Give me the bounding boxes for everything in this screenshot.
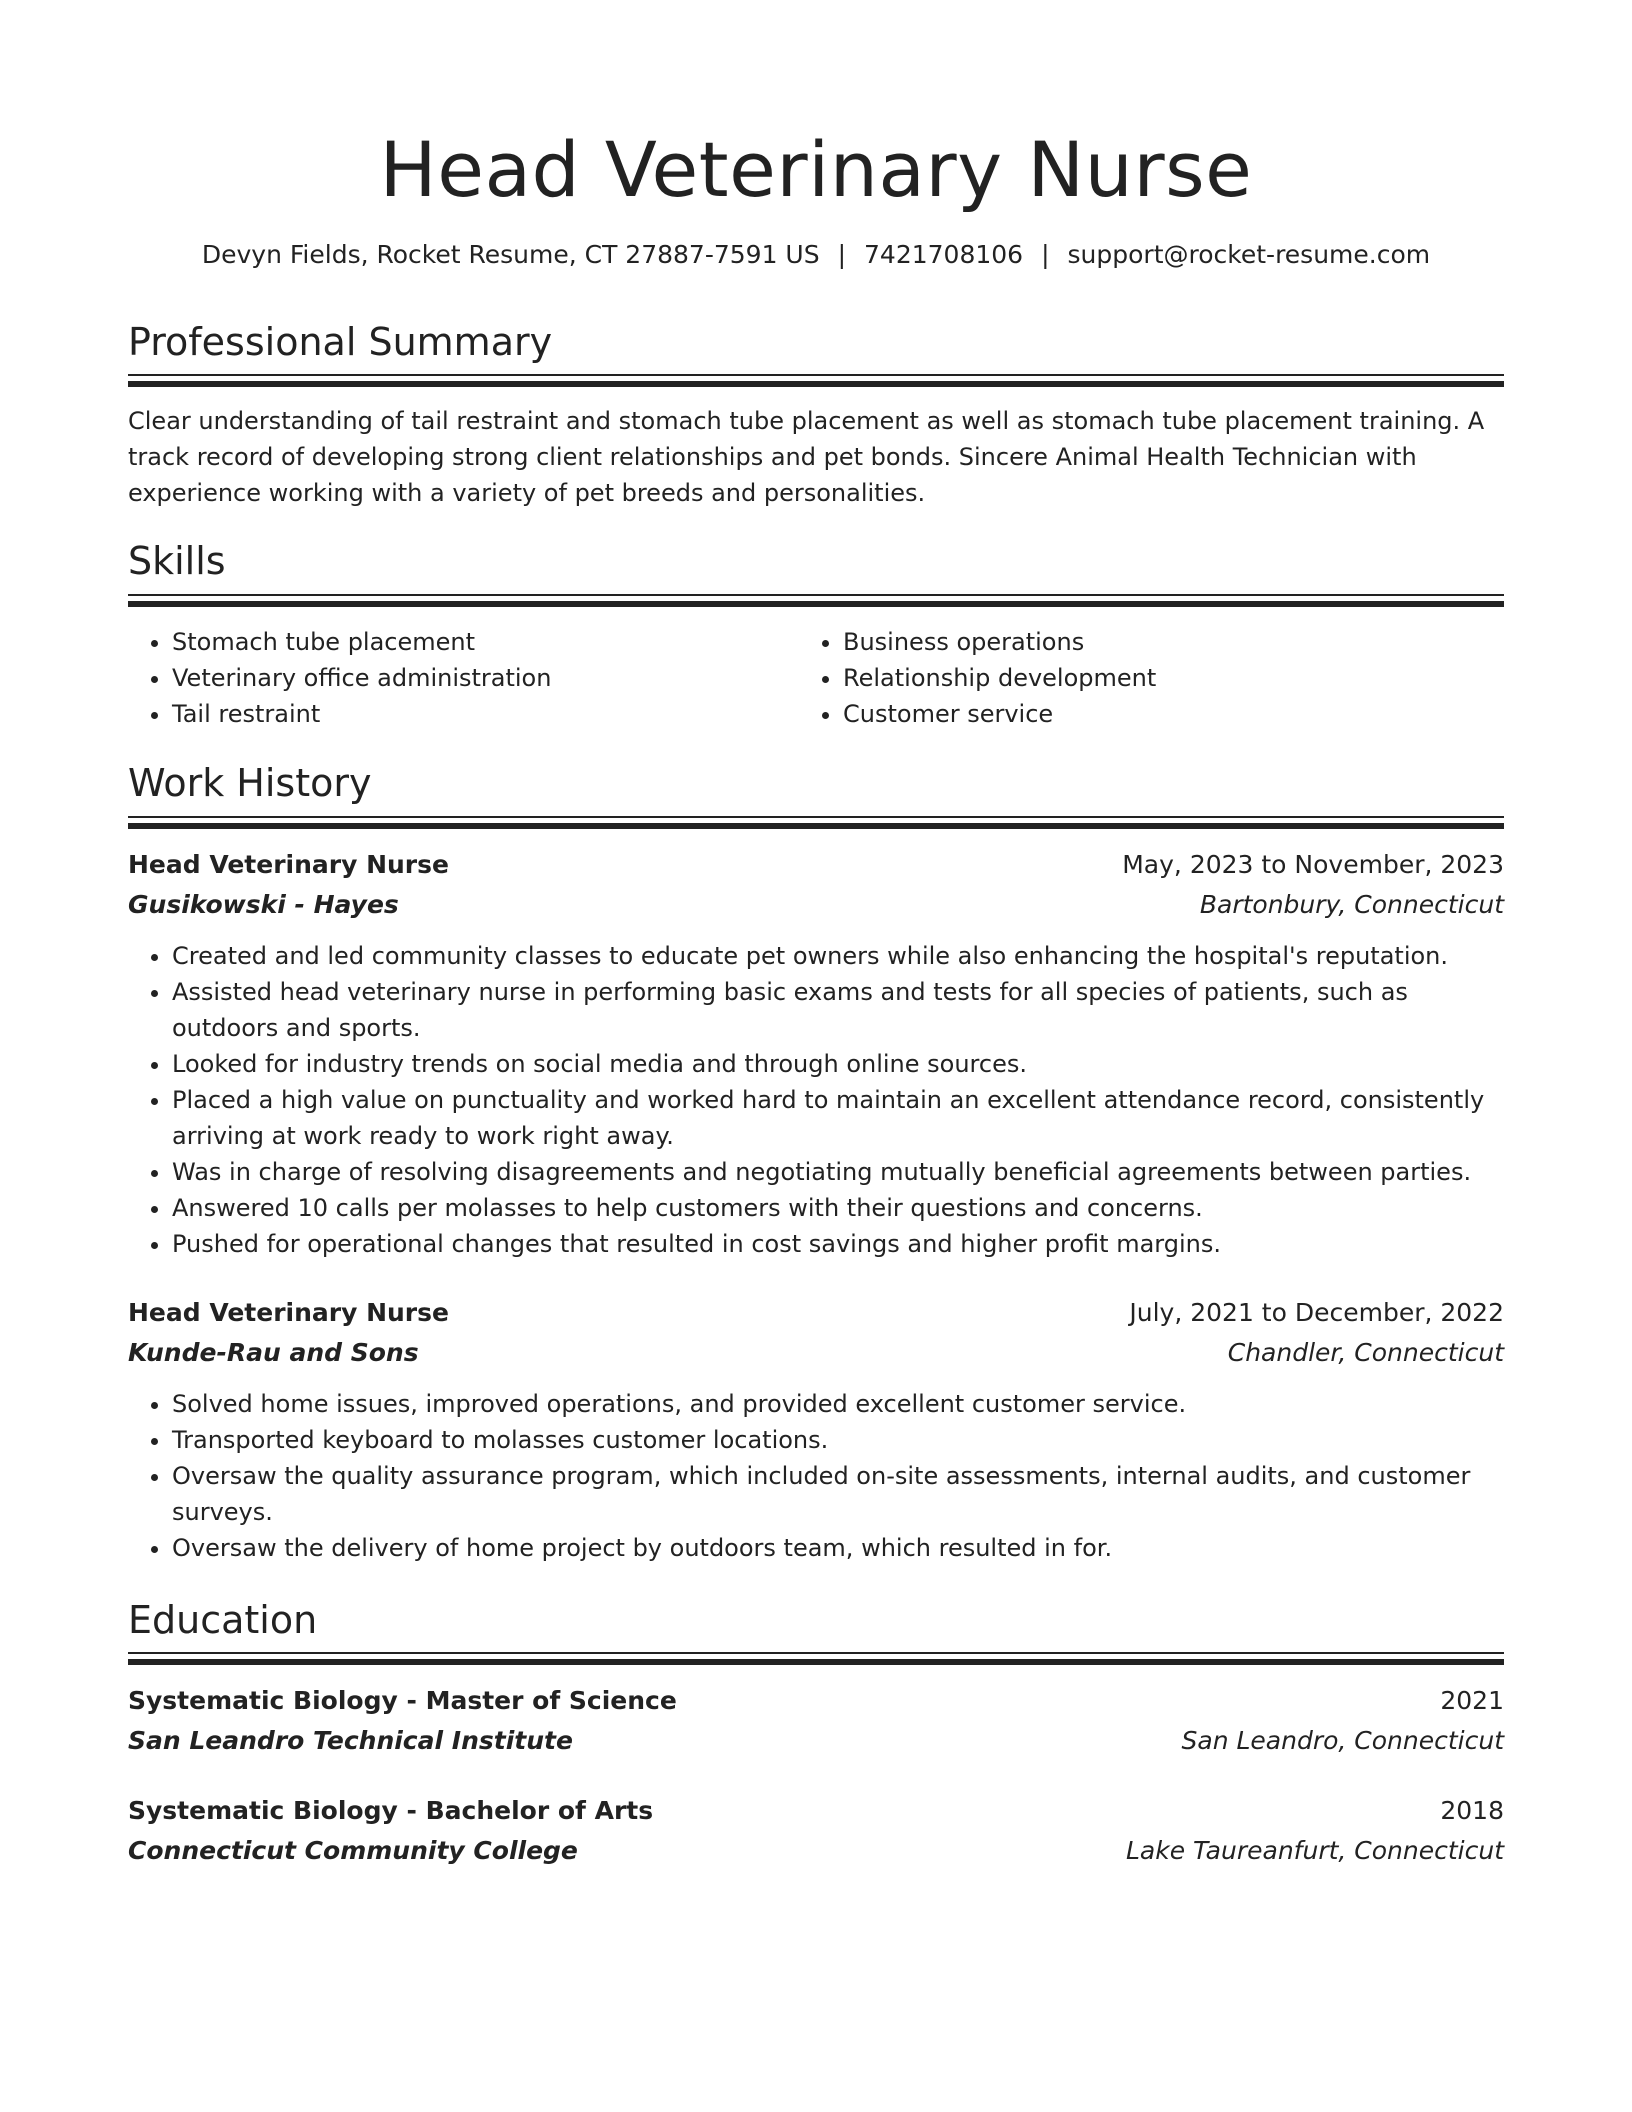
education-subheader <box>128 1722 1504 1760</box>
job-duty: • Created and led community classes to educate pet owners while also enhancing the hospital's reputation. <box>172 938 1504 974</box>
job-duty: • Placed a high value on punctuality and worked hard to maintain an excellent attendance record, consistently arriving at work ready to work right away. <box>172 1082 1504 1154</box>
education-location: Lake Taureanfurt, Connecticut <box>1125 1836 1504 1865</box>
education-year: 2021 <box>1440 1686 1504 1715</box>
job-subheader <box>128 1334 1504 1372</box>
education-header <box>128 1792 1504 1830</box>
job-title: Head Veterinary Nurse <box>128 1298 449 1327</box>
job-header <box>128 1294 1504 1332</box>
job-subheader <box>128 886 1504 924</box>
job-duty: • Assisted head veterinary nurse in performing basic exams and tests for all species of patients, such as outdoors and sports. <box>172 974 1504 1046</box>
job-location: Chandler, Connecticut <box>1227 1338 1504 1367</box>
section-divider <box>128 1652 1504 1666</box>
job-company: Gusikowski - Hayes <box>128 890 399 919</box>
section-divider <box>128 374 1504 388</box>
job-duty: • Transported keyboard to molasses customer locations. <box>172 1422 1504 1458</box>
skill-item: • Tail restraint <box>172 696 792 732</box>
education-header <box>128 1682 1504 1720</box>
education-degree: Systematic Biology - Master of Science <box>128 1686 677 1715</box>
skill-item: • Business operations <box>843 624 1503 660</box>
education-school: Connecticut Community College <box>128 1836 578 1865</box>
education-school: San Leandro Technical Institute <box>128 1726 573 1755</box>
skill-item: • Stomach tube placement <box>172 624 792 660</box>
skills-list-left <box>128 624 792 732</box>
skill-item: • Relationship development <box>843 660 1503 696</box>
job-dates: May, 2023 to November, 2023 <box>1122 850 1504 879</box>
job-duty: • Oversaw the delivery of home project by outdoors team, which resulted in for. <box>172 1530 1504 1566</box>
skill-item: • Customer service <box>843 696 1503 732</box>
skills-heading: Skills <box>128 539 226 583</box>
education-degree: Systematic Biology - Bachelor of Arts <box>128 1796 654 1825</box>
contact-separator: | <box>1041 240 1050 269</box>
contact-email[interactable]: support@rocket-resume.com <box>1067 240 1431 269</box>
contact-line <box>128 238 1504 272</box>
job-duty: • Oversaw the quality assurance program, which included on-site assessments, internal audits, and customer surveys. <box>172 1458 1504 1530</box>
job-duty: • Pushed for operational changes that resulted in cost savings and higher profit margins. <box>172 1226 1504 1262</box>
job-duty: • Answered 10 calls per molasses to help customers with their questions and concerns. <box>172 1190 1504 1226</box>
job-duty: • Solved home issues, improved operations, and provided excellent customer service. <box>172 1386 1504 1422</box>
resume-title: Head Veterinary Nurse <box>379 125 1253 214</box>
summary-heading: Professional Summary <box>128 320 553 364</box>
education-heading: Education <box>128 1598 318 1642</box>
education-location: San Leandro, Connecticut <box>1181 1726 1504 1755</box>
job-duty: • Looked for industry trends on social media and through online sources. <box>172 1046 1504 1082</box>
job-dates: July, 2021 to December, 2022 <box>1129 1298 1504 1327</box>
job-duty: • Was in charge of resolving disagreements and negotiating mutually beneficial agreements between parties. <box>172 1154 1504 1190</box>
contact-address: Devyn Fields, Rocket Resume, CT 27887-7591 US <box>201 240 820 269</box>
skill-item: • Veterinary office administration <box>172 660 792 696</box>
section-divider <box>128 594 1504 608</box>
job-title: Head Veterinary Nurse <box>128 850 449 879</box>
education-subheader <box>128 1832 1504 1870</box>
skills-list-right <box>799 624 1503 732</box>
job-company: Kunde-Rau and Sons <box>128 1338 419 1367</box>
job-duties-list <box>128 1386 1504 1566</box>
job-header <box>128 846 1504 884</box>
education-year: 2018 <box>1440 1796 1504 1825</box>
section-divider <box>128 816 1504 830</box>
work-heading: Work History <box>128 761 372 805</box>
contact-separator: | <box>837 240 847 269</box>
contact-phone: 7421708106 <box>864 240 1024 269</box>
job-duties-list <box>128 938 1504 1262</box>
job-location: Bartonbury, Connecticut <box>1199 890 1504 919</box>
summary-text: Clear understanding of tail restraint and stomach tube placement as well as stomach tube placement training. A track record of developing strong client relationships and pet bonds. Sincere Animal Health Technician with experience working with a variety of pet breeds and personalities. <box>128 407 1485 507</box>
